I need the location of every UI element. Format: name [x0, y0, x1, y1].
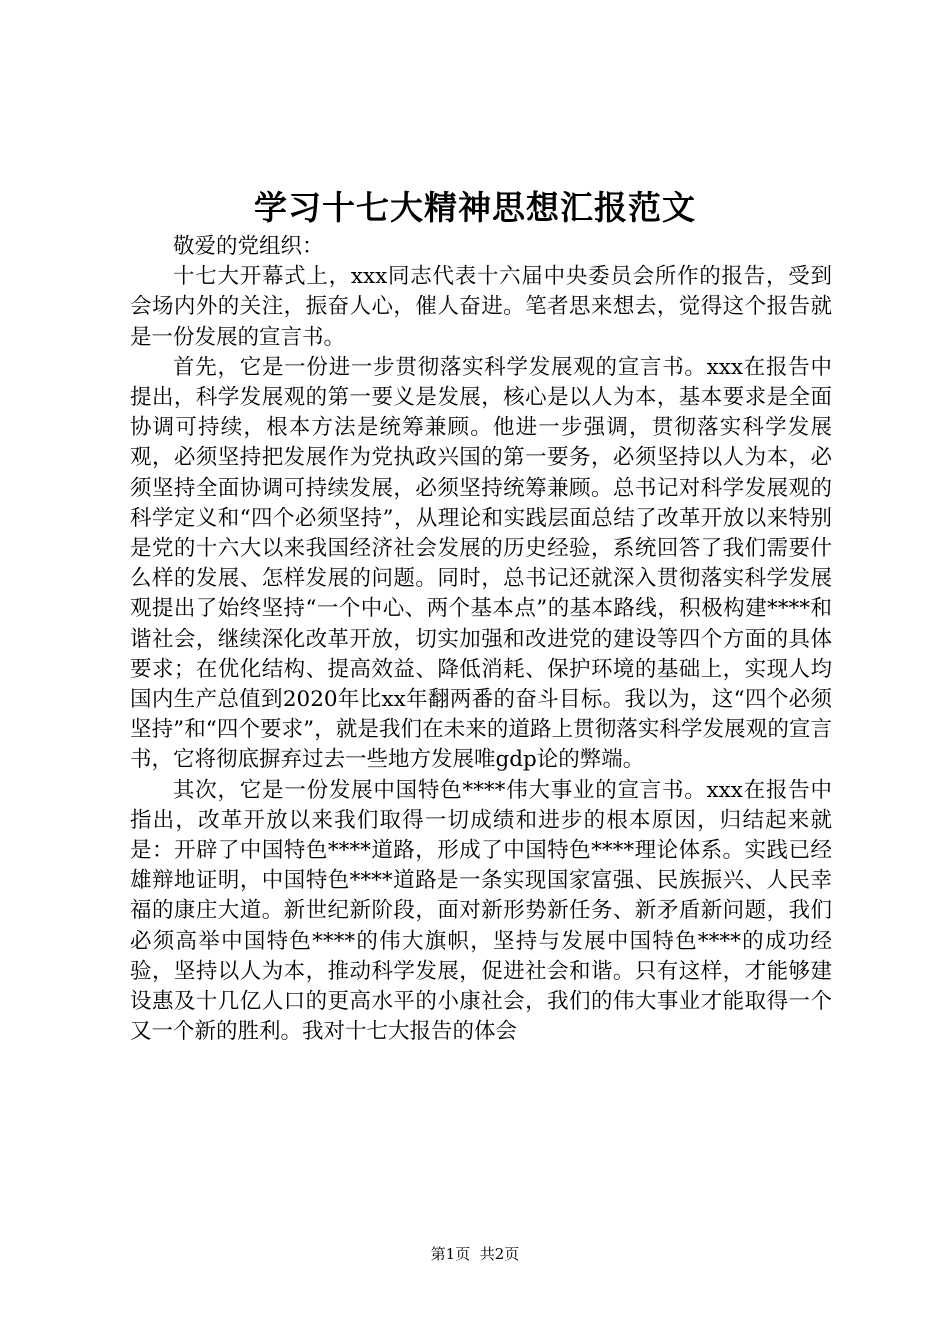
page-number: 第1页 [430, 1245, 471, 1263]
document-title: 学习十七大精神思想汇报范文 [254, 188, 696, 227]
total-pages: 共2页 [479, 1245, 520, 1263]
document-body [130, 232, 832, 1047]
page-footer [0, 1244, 950, 1264]
paragraph-second: 其次，它是一份发展中国特色****伟大事业的宣言书。xxx在报告中指出，改革开放以来我们取得一切成绩和进步的根本原因，归结起来就是：开辟了中国特色****道路，形成了中国特色****理论体系。实践已经雄辩地证明，中国特色****道路是一条实现国家富强、民族振兴、人民幸福的康庄大道。新世纪新阶段，面对新形势新任务、新矛盾新问题，我们必须高举中国特色****的伟大旗帜，坚持与发展中国特色****的成功经验，坚持以人为本，推动科学发展，促进社会和谐。只有这样，才能够建设惠及十几亿人口的更高水平的小康社会，我们的伟大事业才能取得一个又一个新的胜利。我对十七大报告的体会 [130, 777, 832, 1045]
paragraph-first: 首先，它是一份进一步贯彻落实科学发展观的宣言书。xxx在报告中提出，科学发展观的第一要义是发展，核心是以人为本，基本要求是全面协调可持续，根本方法是统筹兼顾。他进一步强调，贯彻落实科学发展观，必须坚持把发展作为党执政兴国的第一要务，必须坚持以人为本，必须坚持全面协调可持续发展，必须坚持统筹兼顾。总书记对科学发展观的科学定义和“四个必须坚持”，从理论和实践层面总结了改革开放以来特别是党的十六大以来我国经济社会发展的历史经验，系统回答了我们需要什么样的发展、怎样发展的问题。同时，总书记还就深入贯彻落实科学发展观提出了始终坚持“一个中心、两个基本点”的基本路线，积极构建****和谐社会，继续深化改革开放，切实加强和改进党的建设等四个方面的具体要求；在优化结构、提高效益、降低消耗、保护环境的基础上，实现人均国内生产总值到2020年比xx年翻两番的奋斗目标。我以为，这“四个必须坚持”和“四个要求”，就是我们在未来的道路上贯彻落实科学发展观的宣言书，它将彻底摒弃过去一些地方发展唯gdp论的弊端。 [130, 354, 832, 773]
paragraph-intro: 十七大开幕式上，xxx同志代表十六届中央委员会所作的报告，受到会场内外的关注，振奋人心，催人奋进。笔者思来想去，觉得这个报告就是一份发展的宣言书。 [130, 264, 832, 350]
salutation: 敬爱的党组织： [173, 234, 324, 259]
footer-separator [470, 1245, 480, 1263]
